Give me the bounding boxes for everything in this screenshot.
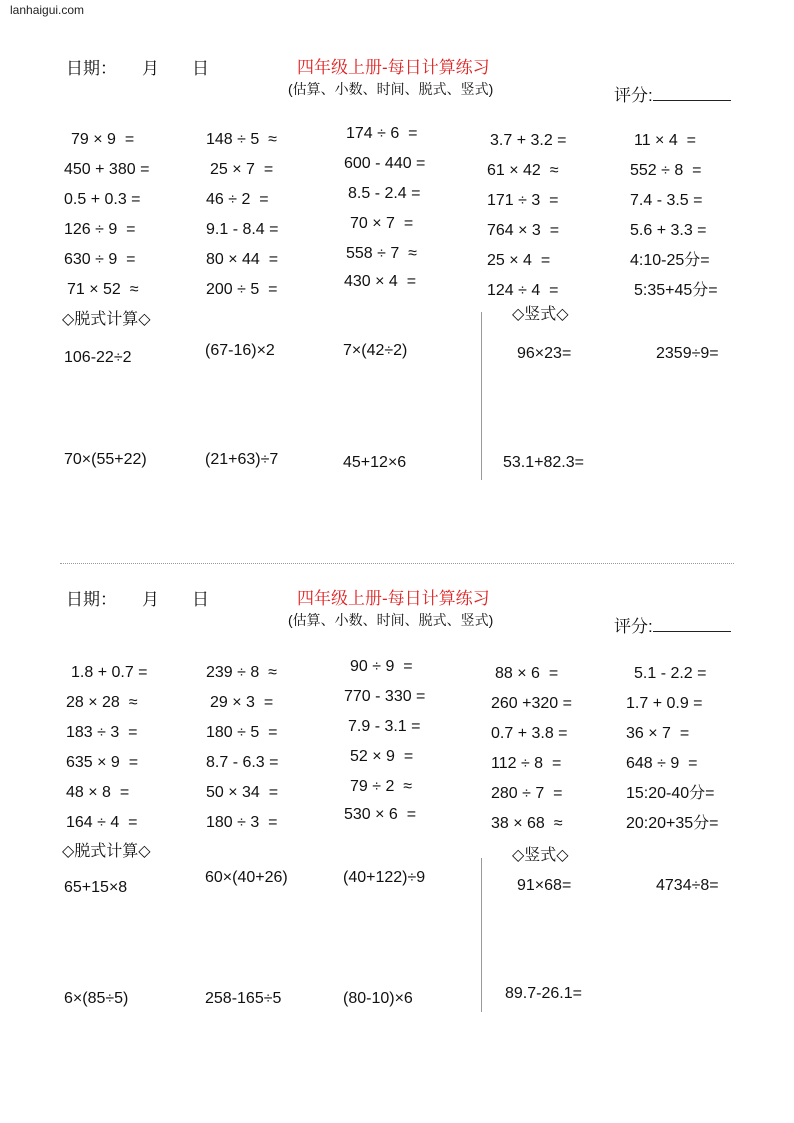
month-label: 月: [142, 590, 159, 609]
oral-problem: 70 × 7 =: [350, 215, 414, 232]
oral-problem: 764 × 3 =: [487, 222, 560, 239]
oral-problem: 280 ÷ 7 =: [491, 785, 563, 802]
oral-problem: 770 - 330 =: [344, 688, 426, 705]
oral-problem: 180 ÷ 3 =: [206, 814, 278, 831]
tuoshi-problem: 70×(55+22): [64, 451, 147, 468]
oral-problem: 38 × 68 ≈: [491, 815, 563, 832]
oral-problem: 36 × 7 =: [626, 725, 690, 742]
oral-problem: 28 × 28 ≈: [66, 694, 138, 711]
score-blank[interactable]: [653, 85, 731, 101]
tuoshi-problem: 65+15×8: [64, 879, 128, 896]
oral-problem: 25 × 7 =: [210, 161, 274, 178]
oral-problem: 8.7 - 6.3 =: [206, 754, 279, 771]
score-field[interactable]: [614, 85, 731, 104]
oral-problem: 200 ÷ 5 =: [206, 281, 278, 298]
tuoshi-problem: (21+63)÷7: [205, 451, 279, 468]
score-blank[interactable]: [653, 616, 731, 632]
tuoshi-problem: (80-10)×6: [343, 990, 413, 1007]
oral-problem: 600 - 440 =: [344, 155, 426, 172]
day-label: 日: [192, 59, 209, 78]
oral-problem: 46 ÷ 2 =: [206, 191, 269, 208]
tuoshi-problem: 45+12×6: [343, 454, 407, 471]
oral-problem: 5.1 - 2.2 =: [634, 665, 707, 682]
worksheet-subtitle: (估算、小数、时间、脱式、竖式): [288, 81, 494, 97]
oral-problem: 7.9 - 3.1 =: [348, 718, 421, 735]
tuoshi-section-label: ◇脱式计算◇: [62, 843, 151, 860]
oral-problem: 50 × 34 =: [206, 784, 279, 801]
tuoshi-problem: 6×(85÷5): [64, 990, 129, 1007]
oral-problem: 80 × 44 =: [206, 251, 279, 268]
tuoshi-problem: 106-22÷2: [64, 349, 132, 366]
oral-problem: 126 ÷ 9 =: [64, 221, 136, 238]
oral-problem: 112 ÷ 8 =: [491, 755, 562, 772]
tuoshi-problem: (67-16)×2: [205, 342, 275, 359]
oral-problem: 8.5 - 2.4 =: [348, 185, 421, 202]
oral-problem: 52 × 9 =: [350, 748, 414, 765]
oral-problem: 530 × 6 =: [344, 806, 417, 823]
shushi-section-label: ◇竖式◇: [512, 306, 569, 323]
oral-problem: 558 ÷ 7 ≈: [346, 245, 417, 262]
oral-problem: 71 × 52 ≈: [67, 281, 139, 298]
oral-problem: 20:20+35分=: [626, 815, 719, 832]
oral-problem: 9.1 - 8.4 =: [206, 221, 279, 238]
oral-problem: 630 ÷ 9 =: [64, 251, 136, 268]
date-label: 日期：: [66, 590, 117, 609]
worksheet-title: 四年级上册-每日计算练习: [297, 58, 490, 77]
shushi-problem: 4734÷8=: [656, 877, 719, 894]
oral-problem: 1.7 + 0.9 =: [626, 695, 703, 712]
worksheet-title: 四年级上册-每日计算练习: [297, 589, 490, 608]
section-divider-line: [481, 858, 482, 1012]
oral-problem: 11 × 4 =: [634, 132, 696, 149]
score-field[interactable]: [614, 616, 731, 635]
shushi-problem: 2359÷9=: [656, 345, 719, 362]
oral-problem: 3.7 + 3.2 =: [490, 132, 567, 149]
day-label: 日: [192, 590, 209, 609]
oral-problem: 1.8 + 0.7 =: [71, 664, 148, 681]
oral-problem: 29 × 3 =: [210, 694, 274, 711]
worksheet-1: [0, 0, 794, 470]
oral-problem: 180 ÷ 5 =: [206, 724, 278, 741]
oral-problem: 5.6 + 3.3 =: [630, 222, 707, 239]
tuoshi-problem: 258-165÷5: [205, 990, 282, 1007]
oral-problem: 0.5 + 0.3 =: [64, 191, 141, 208]
oral-problem: 635 × 9 =: [66, 754, 139, 771]
oral-problem: 183 ÷ 3 =: [66, 724, 138, 741]
oral-problem: 124 ÷ 4 =: [487, 282, 559, 299]
oral-problem: 648 ÷ 9 =: [626, 755, 698, 772]
oral-problem: 164 ÷ 4 =: [66, 814, 138, 831]
shushi-problem: 96×23=: [517, 345, 572, 362]
oral-problem: 552 ÷ 8 =: [630, 162, 702, 179]
score-label: 评分:: [614, 86, 653, 105]
oral-problem: 15:20-40分=: [626, 785, 715, 802]
oral-problem: 79 × 9 =: [71, 131, 135, 148]
oral-problem: 148 ÷ 5 ≈: [206, 131, 277, 148]
oral-problem: 48 × 8 =: [66, 784, 130, 801]
section-divider-line: [481, 312, 482, 480]
oral-problem: 430 × 4 =: [344, 273, 417, 290]
shushi-problem: 53.1+82.3=: [503, 454, 584, 471]
oral-problem: 171 ÷ 3 =: [487, 192, 559, 209]
shushi-section-label: ◇竖式◇: [512, 847, 569, 864]
oral-problem: 4:10-25分=: [630, 252, 710, 269]
tuoshi-problem: (40+122)÷9: [343, 869, 426, 886]
oral-problem: 90 ÷ 9 =: [350, 658, 413, 675]
oral-problem: 5:35+45分=: [634, 282, 718, 299]
month-label: 月: [142, 59, 159, 78]
date-label: 日期：: [66, 59, 117, 78]
tuoshi-problem: 7×(42÷2): [343, 342, 408, 359]
oral-problem: 79 ÷ 2 ≈: [350, 778, 413, 795]
oral-problem: 25 × 4 =: [487, 252, 551, 269]
oral-problem: 61 × 42 ≈: [487, 162, 559, 179]
oral-problem: 450 + 380 =: [64, 161, 150, 178]
site-watermark: lanhaigui.com: [10, 3, 85, 17]
tuoshi-section-label: ◇脱式计算◇: [62, 311, 151, 328]
shushi-problem: 91×68=: [517, 877, 572, 894]
oral-problem: 0.7 + 3.8 =: [491, 725, 568, 742]
worksheet-subtitle: (估算、小数、时间、脱式、竖式): [288, 612, 494, 628]
oral-problem: 174 ÷ 6 =: [346, 125, 418, 142]
oral-problem: 7.4 - 3.5 =: [630, 192, 703, 209]
oral-problem: 239 ÷ 8 ≈: [206, 664, 277, 681]
tuoshi-problem: 60×(40+26): [205, 869, 288, 886]
score-label: 评分:: [614, 617, 653, 636]
shushi-problem: 89.7-26.1=: [505, 985, 582, 1002]
oral-problem: 88 × 6 =: [495, 665, 559, 682]
oral-problem: 260 +320 =: [491, 695, 572, 712]
worksheet-2: [0, 531, 794, 1007]
